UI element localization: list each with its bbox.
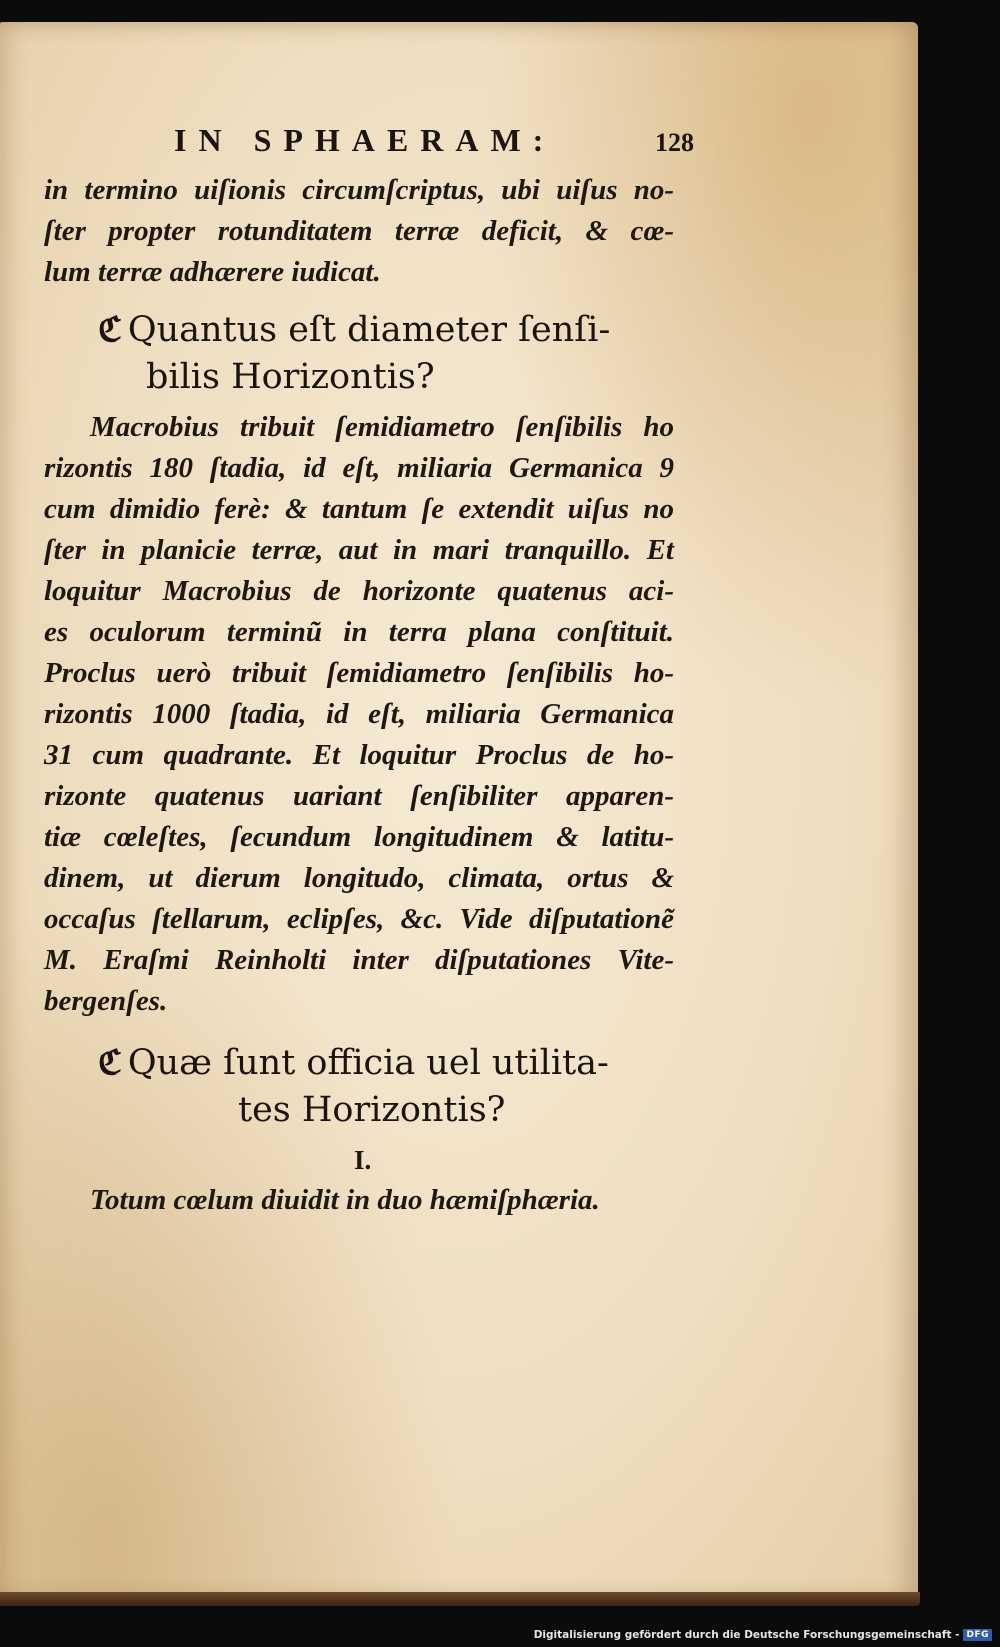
text-line: cum dimidio ferè: & tantum ſe extendit uiſus no bbox=[44, 493, 674, 525]
heading-text: Quantus eſt diameter ſenſi- bbox=[127, 310, 611, 350]
paragraph-mark-icon: ℭ bbox=[98, 310, 122, 350]
page-edge bbox=[0, 1592, 920, 1606]
text-line: M. Eraſmi Reinholti inter diſputationes Vite- bbox=[44, 944, 674, 976]
section-heading-1 bbox=[98, 307, 674, 401]
text-line: 31 cum quadrante. Et loquitur Proclus de ho- bbox=[44, 739, 674, 771]
text-line: ſter propter rotunditatem terræ deficit, & cœ- bbox=[44, 215, 674, 247]
running-head-title: IN SPHAERAM: bbox=[174, 122, 556, 158]
text-line: tiæ cœleſtes, ſecundum longitudinem & latitu- bbox=[44, 821, 674, 853]
item-numeral: I. bbox=[354, 1145, 372, 1175]
text-line: rizontis 180 ſtadia, id eſt, miliaria Germanica 9 bbox=[44, 452, 674, 484]
paragraph-2 bbox=[44, 407, 674, 1022]
book-page bbox=[0, 22, 918, 1600]
text-line: Totum cœlum diuidit in duo hæmiſphæria. bbox=[90, 1184, 600, 1216]
paragraph-mark-icon: ℭ bbox=[98, 1043, 122, 1083]
text-line: in termino uiſionis circumſcriptus, ubi uiſus no- bbox=[44, 174, 674, 206]
text-line: ſter in planicie terræ, aut in mari tranquillo. Et bbox=[44, 534, 674, 566]
text-line: rizontis 1000 ſtadia, id eſt, miliaria Germanica bbox=[44, 698, 674, 730]
section-heading-2 bbox=[98, 1040, 674, 1134]
text-line: occaſus ſtellarum, eclipſes, &c. Vide diſputationẽ bbox=[44, 903, 674, 935]
digitization-credit bbox=[534, 1629, 992, 1641]
credit-text: Digitalisierung gefördert durch die Deutsche Forschungsgemeinschaft - bbox=[533, 1629, 960, 1641]
text-line: dinem, ut dierum longitudo, climata, ortus & bbox=[44, 862, 674, 894]
text-line: Macrobius tribuit ſemidiametro ſenſibilis ho bbox=[90, 411, 674, 443]
running-head bbox=[174, 122, 694, 170]
paragraph-1 bbox=[44, 170, 674, 293]
heading-line: tes Horizontis? bbox=[238, 1090, 506, 1130]
page-number: 128 bbox=[655, 128, 694, 157]
text-line: es oculorum terminũ in terra plana conſtituit. bbox=[44, 616, 674, 648]
text-line: bergenſes. bbox=[44, 985, 168, 1017]
heading-line: bilis Horizontis? bbox=[146, 357, 435, 397]
text-line: lum terræ adhærere iudicat. bbox=[44, 256, 381, 288]
text-line: Proclus uerò tribuit ſemidiametro ſenſibilis ho- bbox=[44, 657, 674, 689]
heading-line bbox=[98, 307, 674, 354]
text-line: loquitur Macrobius de horizonte quatenus aci- bbox=[44, 575, 674, 607]
text-line: rizonte quatenus uariant ſenſibiliter apparen- bbox=[44, 780, 674, 812]
dfg-logo-icon: DFG bbox=[963, 1629, 992, 1641]
heading-line bbox=[98, 1040, 674, 1087]
text-block bbox=[44, 122, 694, 1221]
heading-text: Quæ ſunt officia uel utilita- bbox=[127, 1043, 609, 1083]
paragraph-3 bbox=[44, 1180, 674, 1221]
